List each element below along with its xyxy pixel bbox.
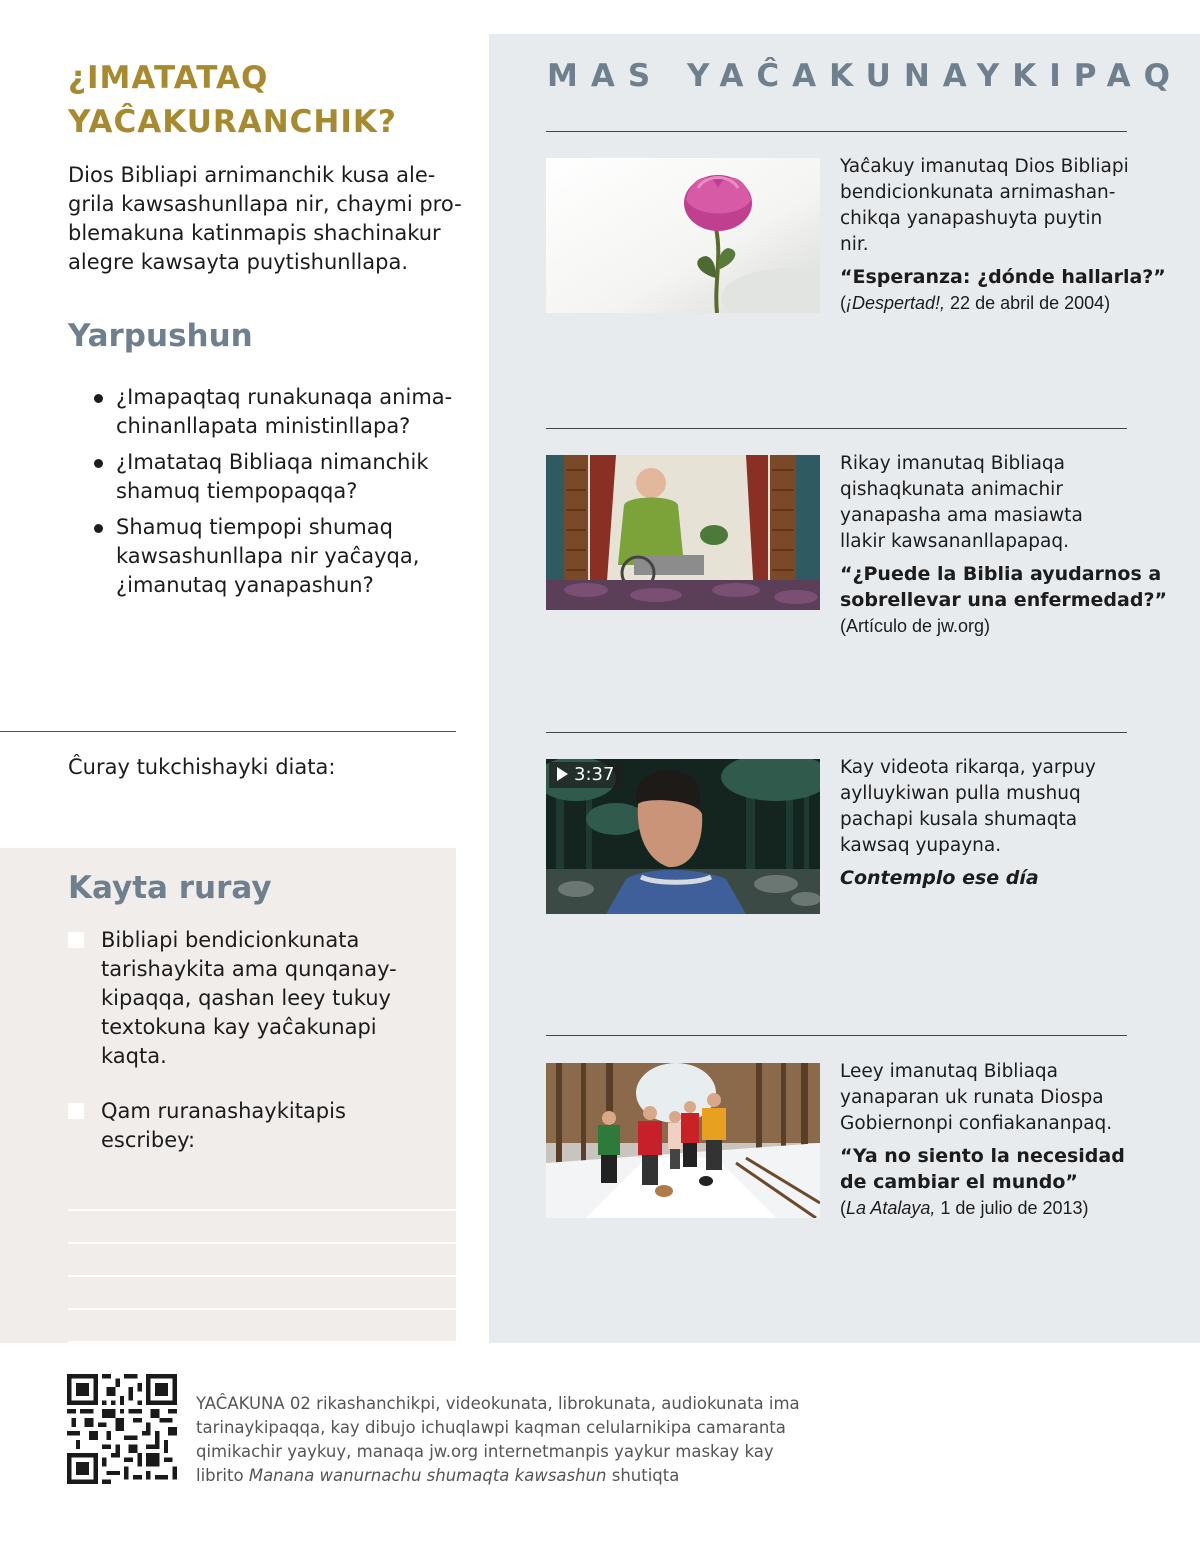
- summary-paragraph: [68, 161, 462, 277]
- item-source: (¡Despertad!, 22 de abril de 2004): [840, 293, 1111, 313]
- learn-more-item[interactable]: [546, 759, 1127, 919]
- man-in-wheelchair-image: [546, 455, 820, 610]
- description-line: qishaqkunata animachir: [840, 479, 1063, 500]
- duration-text: 3:37: [574, 764, 615, 785]
- item-description: [840, 451, 1140, 555]
- qr-code-icon[interactable]: [67, 1374, 177, 1484]
- bullet-icon: [94, 524, 103, 533]
- item-info: [840, 451, 1167, 639]
- summary-title: [68, 56, 468, 144]
- item-description: [840, 755, 1140, 859]
- todo-line: Qam ruranashaykitapis: [101, 1099, 346, 1123]
- writing-lines[interactable]: [68, 1178, 456, 1343]
- question-line: Shamuq tiempopi shumaq: [116, 515, 393, 539]
- learn-more-panel: [489, 34, 1200, 1343]
- item-title[interactable]: [840, 1143, 1140, 1195]
- todo-heading: Kayta ruray: [68, 870, 272, 906]
- description-line: bendicionkunata arnimashan-: [840, 182, 1116, 203]
- todo-line: textokuna kay yaĉakunapi: [101, 1015, 377, 1039]
- description-line: yanaparan uk runata Diospa: [840, 1087, 1104, 1108]
- item-divider: [546, 428, 1127, 429]
- question-line: shamuq tiempopaqqa?: [116, 479, 358, 503]
- man-in-wheelchair-photo[interactable]: [546, 455, 820, 610]
- title-line: sobrellevar una enfermedad?”: [840, 589, 1167, 611]
- item-description: [840, 154, 1140, 258]
- description-line: Yaĉakuy imanutaq Dios Bibliapi: [840, 156, 1129, 177]
- question-line: ¿Imatataq Bibliaqa nimanchik: [116, 450, 429, 474]
- pink-flower-image: [546, 158, 820, 313]
- writing-line[interactable]: [68, 1277, 456, 1310]
- review-question: [92, 383, 462, 441]
- todo-text: [68, 1097, 448, 1155]
- todo-line: kipaqqa, qashan leey tukuy: [101, 986, 391, 1010]
- section-divider: [0, 731, 456, 732]
- item-info: [840, 1059, 1140, 1221]
- item-title[interactable]: [840, 264, 1166, 290]
- footer-line: YAĈAKUNA 02 rikashanchikpi, videokunata, librokunata, audiokunata ima: [196, 1394, 800, 1413]
- learn-more-item[interactable]: [546, 1063, 1127, 1223]
- description-line: chikqa yanapashuyta puytin: [840, 208, 1103, 229]
- footer-line: librito Manana wanurnachu shumaqta kawsashun shutiqta: [196, 1466, 680, 1485]
- description-line: nir.: [840, 234, 869, 255]
- item-divider: [546, 732, 1127, 733]
- title-line: “¿Puede la Biblia ayudarnos a: [840, 563, 1162, 585]
- description-line: llakir kawsananllapapaq.: [840, 531, 1069, 552]
- writing-line[interactable]: [68, 1211, 456, 1244]
- learn-more-item[interactable]: [546, 156, 1166, 318]
- pink-flower-photo[interactable]: [546, 158, 820, 313]
- question-line: ¿imanutaq yanapashun?: [116, 573, 374, 597]
- review-question: [92, 513, 462, 600]
- title-line: Contemplo ese día: [840, 867, 1039, 889]
- todo-line: Bibliapi bendicionkunata: [101, 928, 360, 952]
- description-line: yanapasha ama masiawta: [840, 505, 1083, 526]
- question-line: ¿Imapaqtaq runakunaqa anima-: [116, 385, 453, 409]
- todo-line: kaqta.: [101, 1044, 167, 1068]
- footer-line: qimikachir yaykuy, manaqa jw.org internetmanpis yaykur maskay kay: [196, 1442, 774, 1461]
- summary-line: grila kawsashunllapa nir, chaymi pro-: [68, 192, 462, 216]
- question-line: kawsashunllapa nir yaĉayqa,: [116, 544, 420, 568]
- bullet-icon: [94, 459, 103, 468]
- item-divider: [546, 1035, 1127, 1036]
- todo-line: tarishaykita ama qunqanay-: [101, 957, 397, 981]
- description-line: kawsaq yupayna.: [840, 835, 1002, 856]
- video-duration-badge[interactable]: [549, 762, 622, 788]
- description-line: Rikay imanutaq Bibliaqa: [840, 453, 1065, 474]
- man-in-forest-video[interactable]: [546, 759, 820, 914]
- review-question: [92, 448, 462, 506]
- checkbox[interactable]: [68, 1103, 84, 1119]
- item-title[interactable]: [840, 561, 1167, 613]
- review-question-list: [92, 383, 462, 607]
- item-divider: [546, 131, 1127, 132]
- todo-line: escribey:: [101, 1128, 196, 1152]
- item-description: [840, 1059, 1140, 1137]
- title-line: “Ya no siento la necesidad: [840, 1145, 1125, 1167]
- item-info: [840, 755, 1140, 891]
- item-info: [840, 154, 1166, 316]
- footer-note: [196, 1392, 836, 1488]
- summary-line: blemakuna katinmapis shachinakur: [68, 221, 441, 245]
- bullet-icon: [94, 394, 103, 403]
- writing-line[interactable]: [68, 1178, 456, 1211]
- learn-more-heading: MAS YAĈAKUNAYKIPAQ: [547, 58, 1184, 94]
- summary-title-line: ¿IMATATAQ: [68, 60, 269, 96]
- todo-item: [68, 1097, 448, 1155]
- description-line: pachapi kusala shumaqta: [840, 809, 1078, 830]
- title-line: de cambiar el mundo”: [840, 1171, 1078, 1193]
- footer-line: tarinaykipaqqa, kay dibujo ichuqlawpi kaqman celularnikipa camaranta: [196, 1418, 786, 1437]
- next-visit-date-label: Ĉuray tukchishayki diata:: [68, 755, 336, 779]
- writing-line[interactable]: [68, 1310, 456, 1343]
- play-icon: [557, 767, 568, 781]
- family-walking-in-snow-photo[interactable]: [546, 1063, 820, 1218]
- description-line: Gobiernonpi confiakananpaq.: [840, 1113, 1113, 1134]
- summary-line: Dios Bibliapi arnimanchik kusa ale-: [68, 163, 436, 187]
- item-source: (Artículo de jw.org): [840, 616, 991, 636]
- item-title[interactable]: [840, 865, 1140, 891]
- title-line: “Esperanza: ¿dónde hallarla?”: [840, 266, 1166, 288]
- description-line: aylluykiwan pulla mushuq: [840, 783, 1081, 804]
- todo-item: [68, 926, 448, 1071]
- summary-line: alegre kawsayta puytishunllapa.: [68, 250, 408, 274]
- todo-box: [0, 848, 456, 1343]
- summary-title-line: YAĈAKURANCHIK?: [68, 104, 397, 140]
- family-walking-in-snow-image: [546, 1063, 820, 1218]
- review-heading: Yarpushun: [68, 318, 253, 354]
- item-source: (La Atalaya, 1 de julio de 2013): [840, 1198, 1089, 1218]
- writing-line[interactable]: [68, 1244, 456, 1277]
- checkbox[interactable]: [68, 932, 84, 948]
- learn-more-item[interactable]: [546, 453, 1167, 636]
- description-line: Kay videota rikarqa, yarpuy: [840, 757, 1096, 778]
- todo-text: [68, 926, 448, 1071]
- question-line: chinanllapata ministinllapa?: [116, 414, 411, 438]
- description-line: Leey imanutaq Bibliaqa: [840, 1061, 1059, 1082]
